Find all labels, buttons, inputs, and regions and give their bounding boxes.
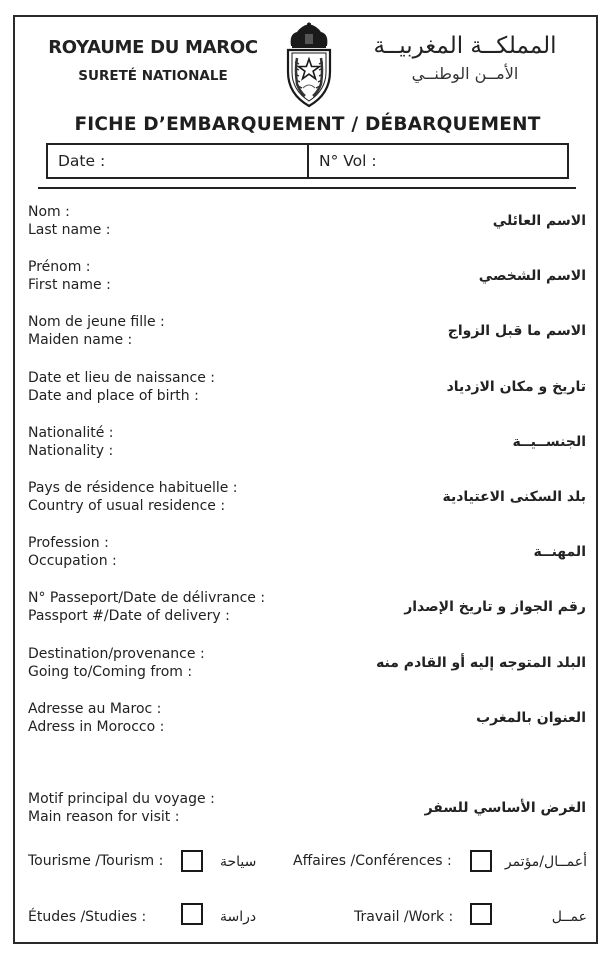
field-passport[interactable] xyxy=(28,590,586,628)
field-label-ar: المهنــة xyxy=(533,544,586,560)
field-label-en: Date and place of birth : xyxy=(28,387,199,404)
field-label-ar: العنوان بالمغرب xyxy=(476,710,586,726)
field-label-en: First name : xyxy=(28,276,111,293)
field-label-ar: الغرض الأساسي للسفر xyxy=(424,800,586,816)
field-first-name[interactable] xyxy=(28,259,586,297)
work-label-ar: عمــل xyxy=(551,909,587,925)
moroccan-coat-of-arms-icon xyxy=(283,22,335,108)
field-label-ar: الجنســيــة xyxy=(512,434,586,450)
flight-number-field[interactable] xyxy=(309,145,567,177)
studies-label-ar: دراسة xyxy=(220,909,257,925)
field-label-fr: Pays de résidence habituelle : xyxy=(28,480,238,496)
field-maiden-name[interactable] xyxy=(28,314,586,352)
tourism-label-ar: سياحة xyxy=(220,854,257,870)
business-label: Affaires /Conférences : xyxy=(293,853,452,869)
field-label-ar: رقم الجواز و تاريخ الإصدار xyxy=(404,599,586,615)
field-label-ar: بلد السكنى الاعتيادية xyxy=(442,489,586,505)
field-label-fr: Profession : xyxy=(28,535,109,551)
field-label-ar: الاسم العائلي xyxy=(492,213,586,229)
field-label-fr: Date et lieu de naissance : xyxy=(28,370,215,386)
business-checkbox[interactable] xyxy=(470,850,492,872)
field-label-fr: Destination/provenance : xyxy=(28,646,205,662)
agency-name-fr: SURETÉ NATIONALE xyxy=(78,68,228,84)
form-title: FICHE D’EMBARQUEMENT / DÉBARQUEMENT xyxy=(74,114,541,135)
field-destination[interactable] xyxy=(28,646,586,684)
field-label-fr: N° Passeport/Date de délivrance : xyxy=(28,590,266,606)
date-field[interactable] xyxy=(48,145,309,177)
flight-number-label: N° Vol : xyxy=(319,152,377,170)
field-label-en: Nationality : xyxy=(28,442,114,459)
field-label-en: Maiden name : xyxy=(28,331,133,348)
field-label-en: Last name : xyxy=(28,221,111,238)
field-last-name[interactable] xyxy=(28,204,586,242)
studies-label: Études /Studies : xyxy=(28,909,147,925)
field-label-en: Occupation : xyxy=(28,552,117,569)
date-flight-box xyxy=(46,143,569,179)
field-occupation[interactable] xyxy=(28,535,586,573)
field-label-ar: تاريخ و مكان الازدياد xyxy=(446,379,586,395)
work-label: Travail /Work : xyxy=(354,909,454,925)
field-label-en: Adress in Morocco : xyxy=(28,718,165,735)
field-nationality[interactable] xyxy=(28,425,586,463)
field-label-ar: الاسم الشخصي xyxy=(478,268,586,284)
work-checkbox[interactable] xyxy=(470,903,492,925)
tourism-checkbox[interactable] xyxy=(181,850,203,872)
field-label-fr: Nationalité : xyxy=(28,425,114,441)
agency-name-ar: الأمــن الوطنــي xyxy=(411,64,519,83)
field-label-fr: Adresse au Maroc : xyxy=(28,701,162,717)
header-divider xyxy=(38,187,576,189)
country-name-fr: ROYAUME DU MAROC xyxy=(48,37,258,58)
field-label-en: Country of usual residence : xyxy=(28,497,226,514)
field-label-en: Main reason for visit : xyxy=(28,808,180,825)
studies-checkbox[interactable] xyxy=(181,903,203,925)
field-country-of-residence[interactable] xyxy=(28,480,586,518)
field-date-place-of-birth[interactable] xyxy=(28,370,586,408)
field-label-fr: Motif principal du voyage : xyxy=(28,791,215,807)
field-label-en: Passport #/Date of delivery : xyxy=(28,607,230,624)
field-reason-for-visit xyxy=(28,791,586,829)
field-label-fr: Nom de jeune fille : xyxy=(28,314,165,330)
field-label-fr: Prénom : xyxy=(28,259,91,275)
field-label-ar: الاسم ما قبل الزواج xyxy=(447,323,586,339)
field-label-ar: البلد المتوجه إليه أو القادم منه xyxy=(376,655,586,671)
date-label: Date : xyxy=(58,152,106,170)
business-label-ar: أعمــال/مؤتمر xyxy=(504,854,587,870)
field-label-en: Going to/Coming from : xyxy=(28,663,193,680)
country-name-ar: المملكــة المغربيــة xyxy=(373,33,557,59)
tourism-label: Tourisme /Tourism : xyxy=(28,853,164,869)
field-address-in-morocco[interactable] xyxy=(28,701,586,739)
field-label-fr: Nom : xyxy=(28,204,70,220)
